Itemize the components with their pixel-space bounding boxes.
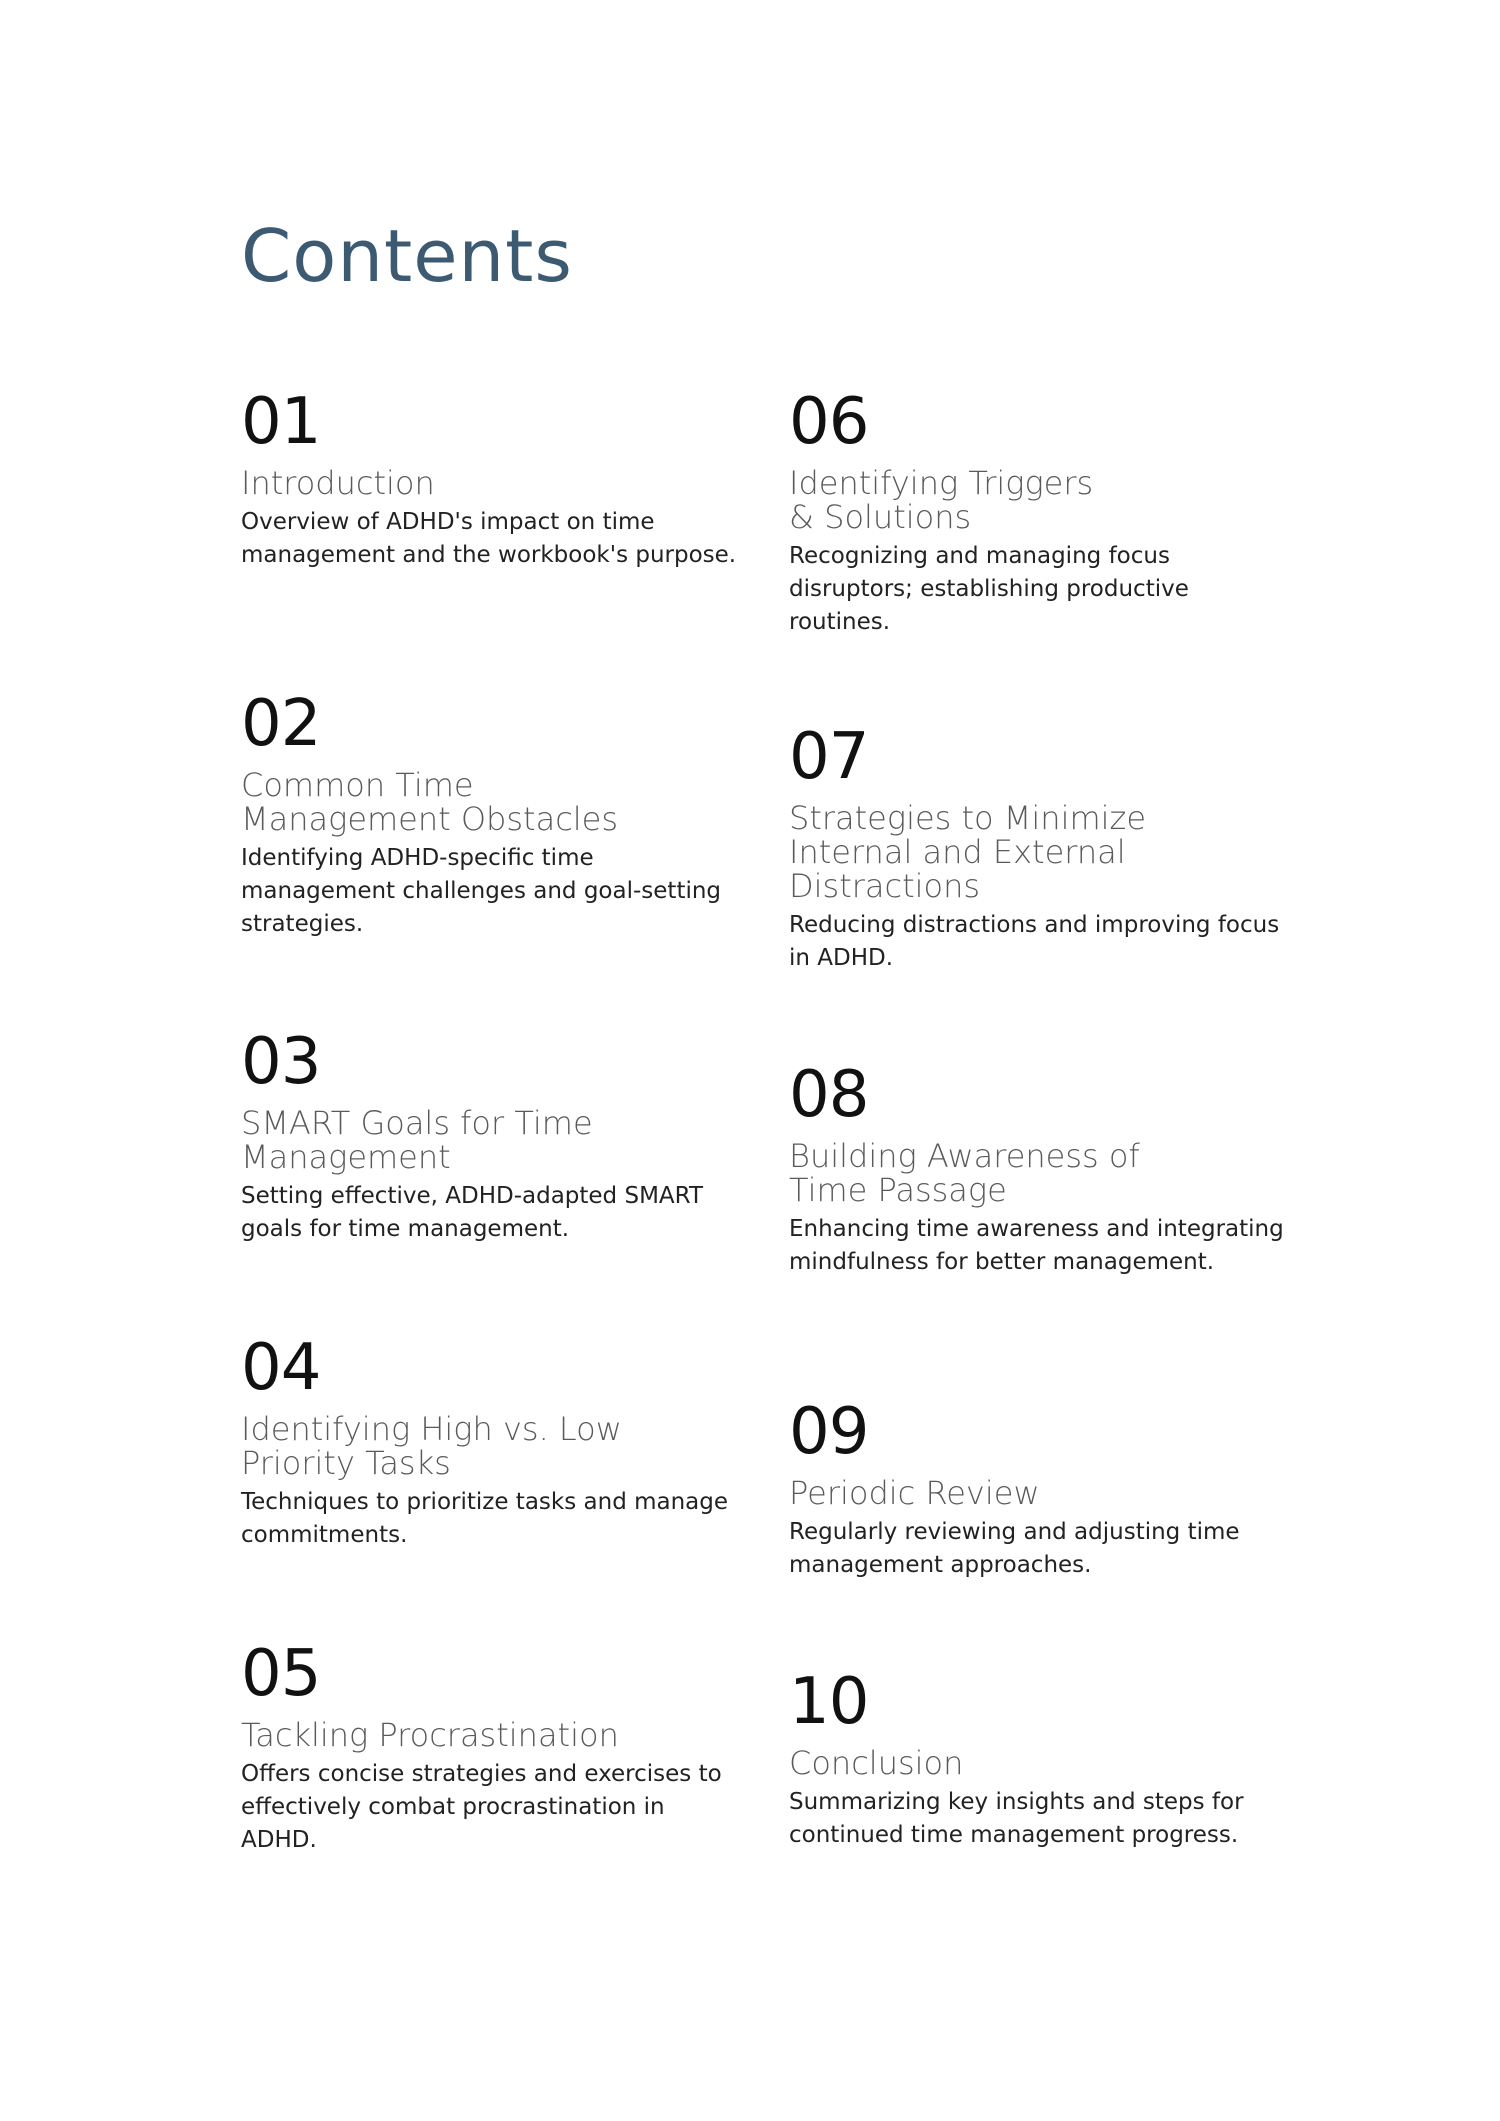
entry-number: 06	[789, 385, 869, 459]
entry-heading: Introduction	[241, 464, 435, 502]
entry-description: Offers concise strategies and exercises to effectively combat procrastination in ADHD.	[241, 1761, 722, 1853]
entry-heading: Strategies to Minimize Internal and External Distractions	[789, 799, 1146, 905]
entry-number: 05	[241, 1637, 321, 1711]
entry-heading: Periodic Review	[789, 1474, 1040, 1512]
toc-entry-07[interactable]	[789, 720, 1289, 975]
entry-description: Identifying ADHD-specific time management challenges and goal-setting strategies.	[241, 845, 722, 937]
entry-description: Setting effective, ADHD-adapted SMART goals for time management.	[241, 1183, 703, 1242]
toc-entry-08[interactable]	[789, 1058, 1289, 1279]
entry-heading: Conclusion	[789, 1744, 964, 1782]
entry-number: 01	[241, 385, 321, 459]
entry-description: Regularly reviewing and adjusting time management approaches.	[789, 1519, 1240, 1578]
entry-description: Summarizing key insights and steps for continued time management progress.	[789, 1789, 1244, 1848]
toc-entry-04[interactable]	[241, 1331, 741, 1552]
toc-entry-03[interactable]	[241, 1025, 741, 1246]
entry-description: Techniques to prioritize tasks and manage commitments.	[241, 1489, 729, 1548]
entry-number: 04	[241, 1331, 321, 1405]
entry-heading: Common Time Management Obstacles	[241, 766, 619, 838]
entry-number: 07	[789, 720, 869, 794]
toc-entry-09[interactable]	[789, 1395, 1289, 1582]
entry-number: 08	[789, 1058, 869, 1132]
entry-description: Enhancing time awareness and integrating mindfulness for better management.	[789, 1216, 1284, 1275]
entry-heading: Identifying High vs. Low Priority Tasks	[241, 1410, 622, 1482]
entry-heading: Identifying Triggers & Solutions	[789, 464, 1094, 536]
entry-heading: Building Awareness of Time Passage	[789, 1137, 1140, 1209]
entry-number: 09	[789, 1395, 869, 1469]
entry-heading: SMART Goals for Time Management	[241, 1104, 593, 1176]
toc-entry-01[interactable]	[241, 385, 741, 572]
toc-entry-06[interactable]	[789, 385, 1289, 639]
toc-entry-05[interactable]	[241, 1637, 741, 1857]
entry-description: Overview of ADHD's impact on time management and the workbook's purpose.	[241, 509, 737, 568]
entry-number: 02	[241, 687, 321, 761]
entry-description: Reducing distractions and improving focus in ADHD.	[789, 912, 1280, 971]
page-title: Contents	[241, 214, 573, 298]
entry-heading: Tackling Procrastination	[241, 1716, 619, 1754]
toc-entry-10[interactable]	[789, 1665, 1289, 1852]
entry-description: Recognizing and managing focus disruptors; establishing productive routines.	[789, 543, 1189, 635]
entry-number: 03	[241, 1025, 321, 1099]
toc-entry-02[interactable]	[241, 687, 741, 941]
entry-number: 10	[789, 1665, 869, 1739]
